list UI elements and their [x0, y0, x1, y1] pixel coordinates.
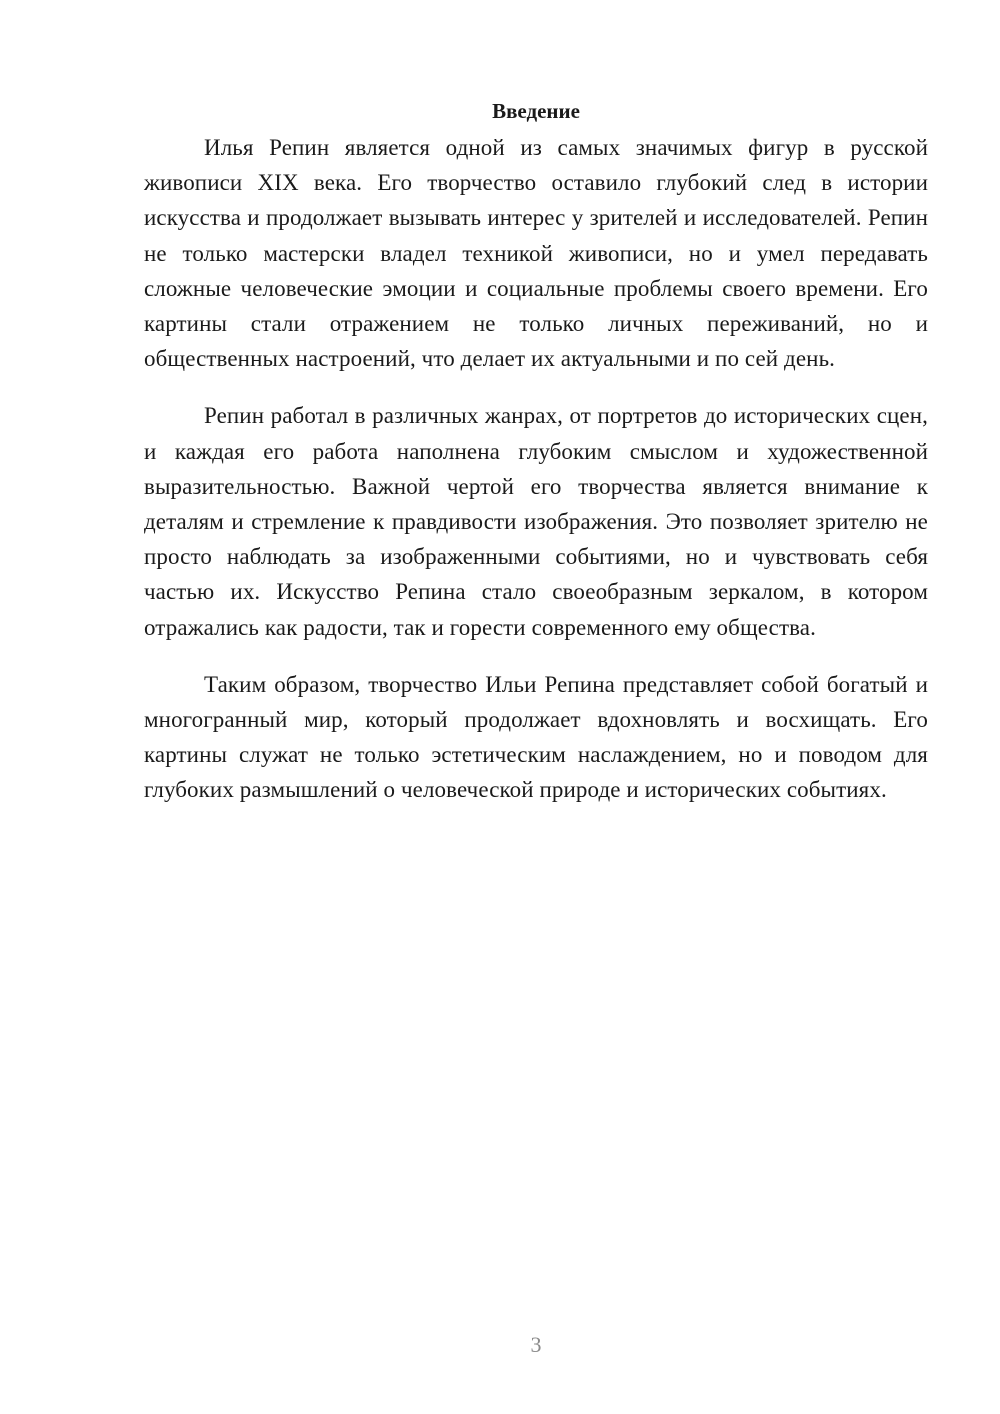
section-heading: Введение: [492, 99, 580, 123]
paragraph-3: Таким образом, творчество Ильи Репина представляет собой богатый и многогранный мир, который продолжает вдохновлять и восхищать. Его картины служат не только эстетическим наслаждением, но и поводом для глубоких размышлений о человеческой природе и исторических событиях.: [144, 671, 928, 803]
paragraph-1: Илья Репин является одной из самых значимых фигур в русской живописи XIX века. Его творчество оставило глубокий след в истории искусства и продолжает вызывать интерес у зрителей и исследователей. Репин не только мастерски владел техникой живописи, но и умел передавать сложные человеческие эмоции и социальные проблемы своего времени. Его картины стали отражением не только личных переживаний, но и общественных настроений, что делает их актуальными и по сей день.: [144, 135, 928, 372]
page-content: [144, 96, 928, 830]
page-number: 3: [530, 1332, 542, 1357]
paragraph-2: Репин работал в различных жанрах, от портретов до исторических сцен, и каждая его работа наполнена глубоким смыслом и художественной выразительностью. Важной чертой его творчества является внимание к деталям и стремление к правдивости изображения. Это позволяет зрителю не просто наблюдать за изображенными событиями, но и чувствовать себя частью их. Искусство Репина стало своеобразным зеркалом, в котором отражались как радости, так и горести современного ему общества.: [144, 403, 928, 640]
